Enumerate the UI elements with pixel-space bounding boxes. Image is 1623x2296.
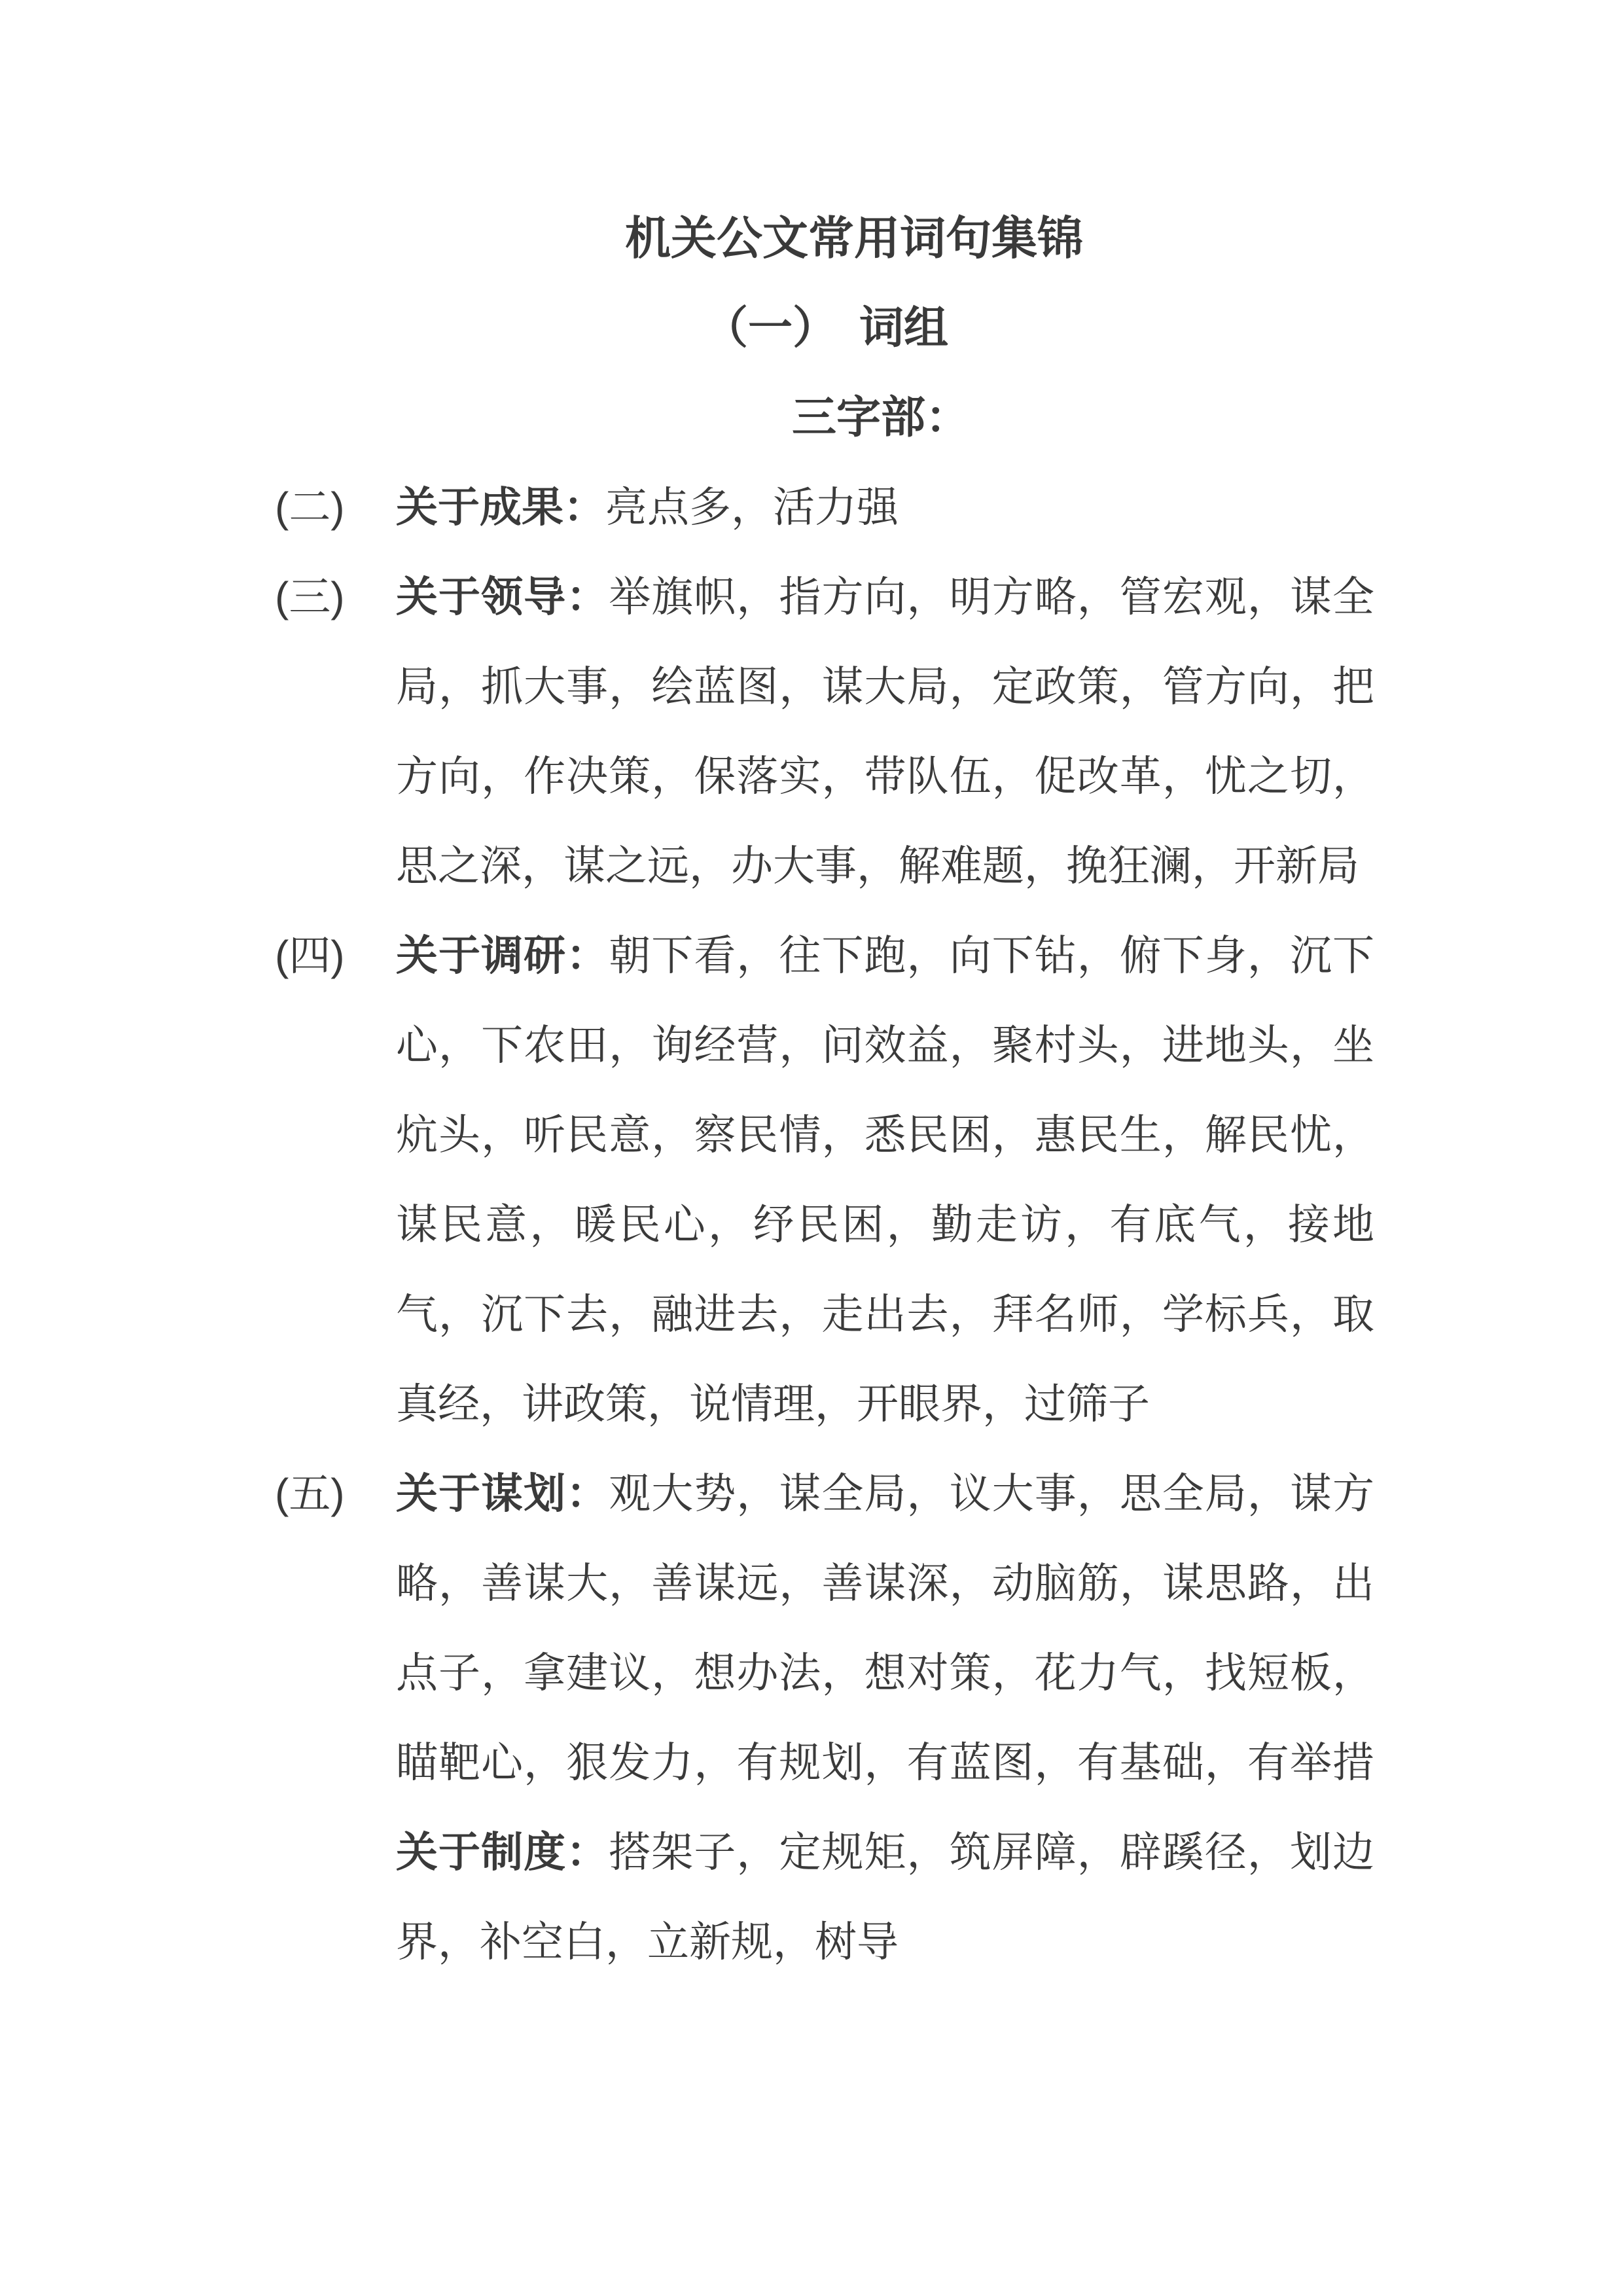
item-label: 关于调研： xyxy=(396,932,609,979)
list-item xyxy=(275,463,1374,552)
item-label-inline: 关于制度： xyxy=(396,1829,609,1876)
item-text: 朝下看，往下跑，向下钻，俯下身，沉下心，下农田，询经营，问效益，聚村头，进地头，坐炕头，听民意，察民情，悉民困，惠民生，解民忧，谋民意，暖民心，纾民困，勤走访，有底气，接地气，沉下去，融进去，走出去，拜名师，学标兵，取真经，讲政策，说情理，开眼界，过筛子 xyxy=(396,932,1375,1427)
item-text: 搭架子，定规矩，筑屏障，辟蹊径，划边界，补空白，立新规，树导 xyxy=(396,1829,1375,1965)
document-body xyxy=(0,194,1623,1987)
item-number: (五) xyxy=(275,1470,345,1517)
page-title: 机关公文常用词句集锦 xyxy=(625,213,1083,264)
section-heading: （一） 词组 xyxy=(703,303,948,353)
list-item xyxy=(275,552,1375,911)
list-item xyxy=(275,1449,1375,1987)
item-number: (三) xyxy=(275,573,345,620)
list-item xyxy=(275,911,1375,1449)
item-text: 观大势，谋全局，议大事，思全局，谋方略，善谋大，善谋远，善谋深，动脑筋，谋思路，出点子，拿建议，想办法，想对策，花力气，找短板，瞄靶心，狠发力，有规划，有蓝图，有基础，有举措 xyxy=(396,1470,1375,1786)
item-label: 关于谋划： xyxy=(396,1470,609,1517)
subsection-heading: 三字部： xyxy=(791,393,970,442)
item-label: 关于领导： xyxy=(396,573,609,620)
item-number: (二) xyxy=(275,484,345,531)
item-text: 亮点多，活力强 xyxy=(605,484,899,531)
item-label: 关于成果： xyxy=(396,484,605,531)
item-text: 举旗帜，指方向，明方略，管宏观，谋全局，抓大事，绘蓝图，谋大局，定政策，管方向，把方向，作决策，保落实，带队伍，促改革，忧之切，思之深，谋之远，办大事，解难题，挽狂澜，开新局 xyxy=(396,573,1375,889)
item-number: (四) xyxy=(275,932,345,979)
